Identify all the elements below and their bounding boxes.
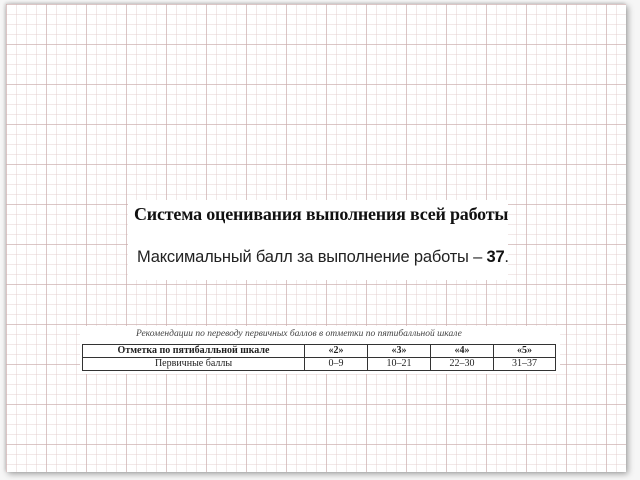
max-score-value: 37 — [486, 248, 505, 266]
range-grade-3-cell: 10–21 — [368, 358, 431, 371]
grade-3-cell: «3» — [368, 345, 431, 358]
grade-conversion-table — [82, 344, 556, 371]
max-score-line — [137, 248, 509, 267]
max-score-text: Максимальный балл за выполнение работы – — [137, 248, 487, 266]
grade-4-cell: «4» — [431, 345, 494, 358]
max-score-suffix: . — [504, 248, 509, 266]
table-caption: Рекомендации по переводу первичных баллов в отметки по пятибалльной шкале — [136, 329, 462, 339]
range-grade-5-cell: 31–37 — [494, 358, 556, 371]
table-header-row — [83, 345, 556, 358]
grade-5-cell: «5» — [494, 345, 556, 358]
range-grade-4-cell: 22–30 — [431, 358, 494, 371]
table-row — [83, 358, 556, 371]
grade-2-cell: «2» — [305, 345, 368, 358]
slide-title: Система оценивания выполнения всей работы — [134, 204, 509, 224]
header-label-cell: Отметка по пятибалльной шкале — [83, 345, 305, 358]
range-grade-2-cell: 0–9 — [305, 358, 368, 371]
row-label-cell: Первичные баллы — [83, 358, 305, 371]
